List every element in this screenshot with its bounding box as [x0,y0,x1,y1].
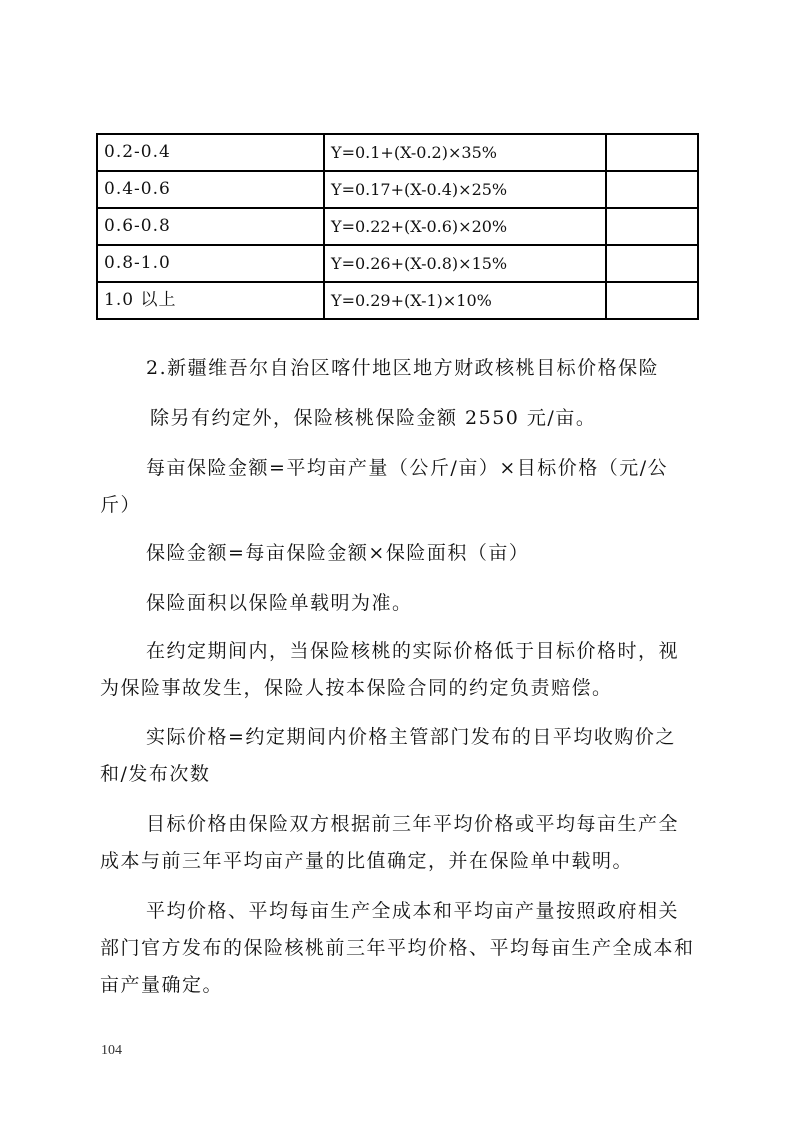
formula-cell: Y=0.26+(X-0.8)×15% [324,245,606,282]
blank-cell [606,171,698,208]
range-cell: 0.4-0.6 [97,171,324,208]
range-cell: 0.2-0.4 [97,134,324,171]
paragraph-trigger: 在约定期间内，当保险核桃的实际价格低于目标价格时，视为保险事故发生，保险人按本保险合同的约定负责赔偿。 [100,640,680,699]
blank-cell [606,282,698,319]
table-row [97,208,698,245]
range-cell: 0.8-1.0 [97,245,324,282]
formula-cell: Y=0.17+(X-0.4)×25% [324,171,606,208]
paragraph-area: 保险面积以保险单载明为准。 [146,592,413,614]
table-row [97,282,698,319]
paragraph-total-formula: 保险金额=每亩保险金额×保险面积（亩） [146,542,530,564]
paragraph-sum-insured: 除另有约定外，保险核桃保险金额 2550 元/亩。 [150,407,597,429]
blank-cell [606,134,698,171]
paragraph-actual-price: 实际价格=约定期间内价格主管部门发布的日平均收购价之和/发布次数 [100,726,676,785]
section-heading: 2.新疆维吾尔自治区喀什地区地方财政核桃目标价格保险 [146,357,660,379]
paragraph-target-price: 目标价格由保险双方根据前三年平均价格或平均每亩生产全成本与前三年平均亩产量的比值确定，并在保险单中载明。 [100,813,680,872]
rate-table [96,133,699,320]
range-cell: 1.0 以上 [97,282,324,319]
table-row [97,171,698,208]
formula-cell: Y=0.22+(X-0.6)×20% [324,208,606,245]
page-number: 104 [101,1043,122,1058]
formula-cell: Y=0.29+(X-1)×10% [324,282,606,319]
table-row [97,245,698,282]
range-cell: 0.6-0.8 [97,208,324,245]
table-row [97,134,698,171]
paragraph-per-mu-formula: 每亩保险金额=平均亩产量（公斤/亩）×目标价格（元/公斤） [100,457,669,516]
formula-cell: Y=0.1+(X-0.2)×35% [324,134,606,171]
paragraph-data-source: 平均价格、平均每亩生产全成本和平均亩产量按照政府相关部门官方发布的保险核桃前三年平均价格、平均每亩生产全成本和亩产量确定。 [100,900,695,996]
blank-cell [606,208,698,245]
blank-cell [606,245,698,282]
